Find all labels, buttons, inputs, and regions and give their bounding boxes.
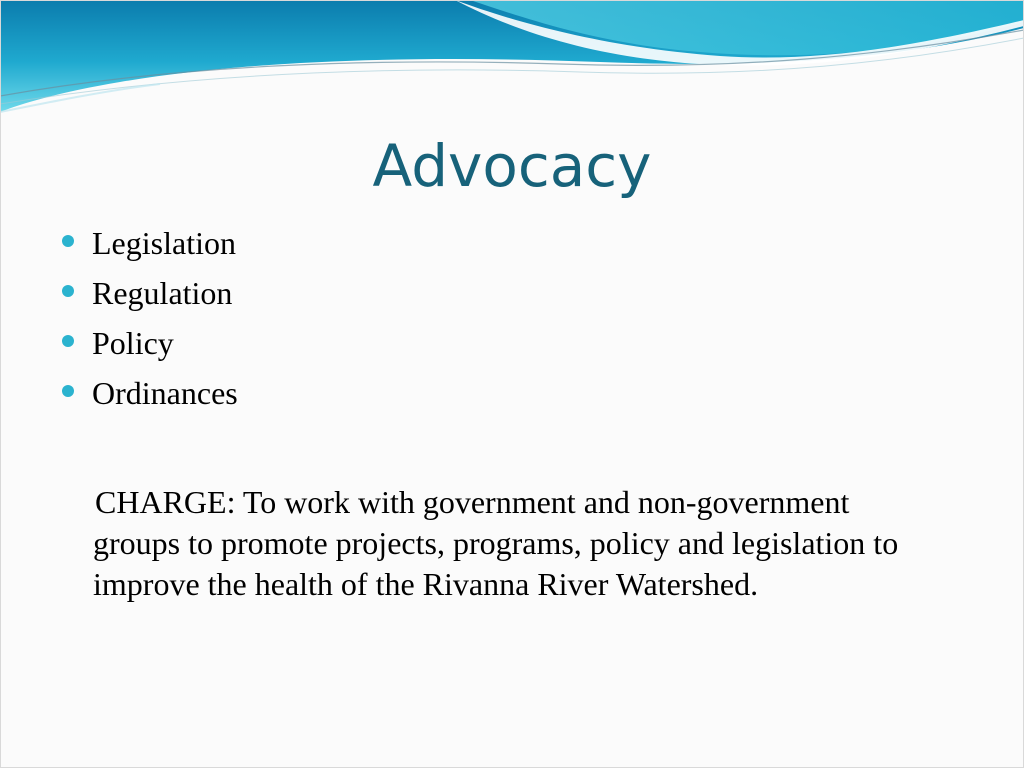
bullet-list — [62, 218, 238, 418]
bullet-dot-icon — [62, 235, 74, 247]
bullet-label: Ordinances — [92, 374, 238, 411]
charge-paragraph: CHARGE: To work with government and non-government groups to promote projects, programs, policy and legislation to improve the health of the Rivanna River Watershed. — [93, 484, 899, 602]
bullet-label: Regulation — [92, 274, 233, 311]
bullet-dot-icon — [62, 385, 74, 397]
bullet-dot-icon — [62, 285, 74, 297]
list-item — [62, 268, 238, 318]
list-item — [62, 218, 238, 268]
list-item — [62, 318, 238, 368]
bullet-label: Policy — [92, 324, 174, 361]
slide-title: Advocacy — [372, 132, 652, 200]
bullet-label: Legislation — [92, 224, 236, 261]
bullet-dot-icon — [62, 335, 74, 347]
wave-banner-decoration — [0, 0, 1024, 130]
list-item — [62, 368, 238, 418]
